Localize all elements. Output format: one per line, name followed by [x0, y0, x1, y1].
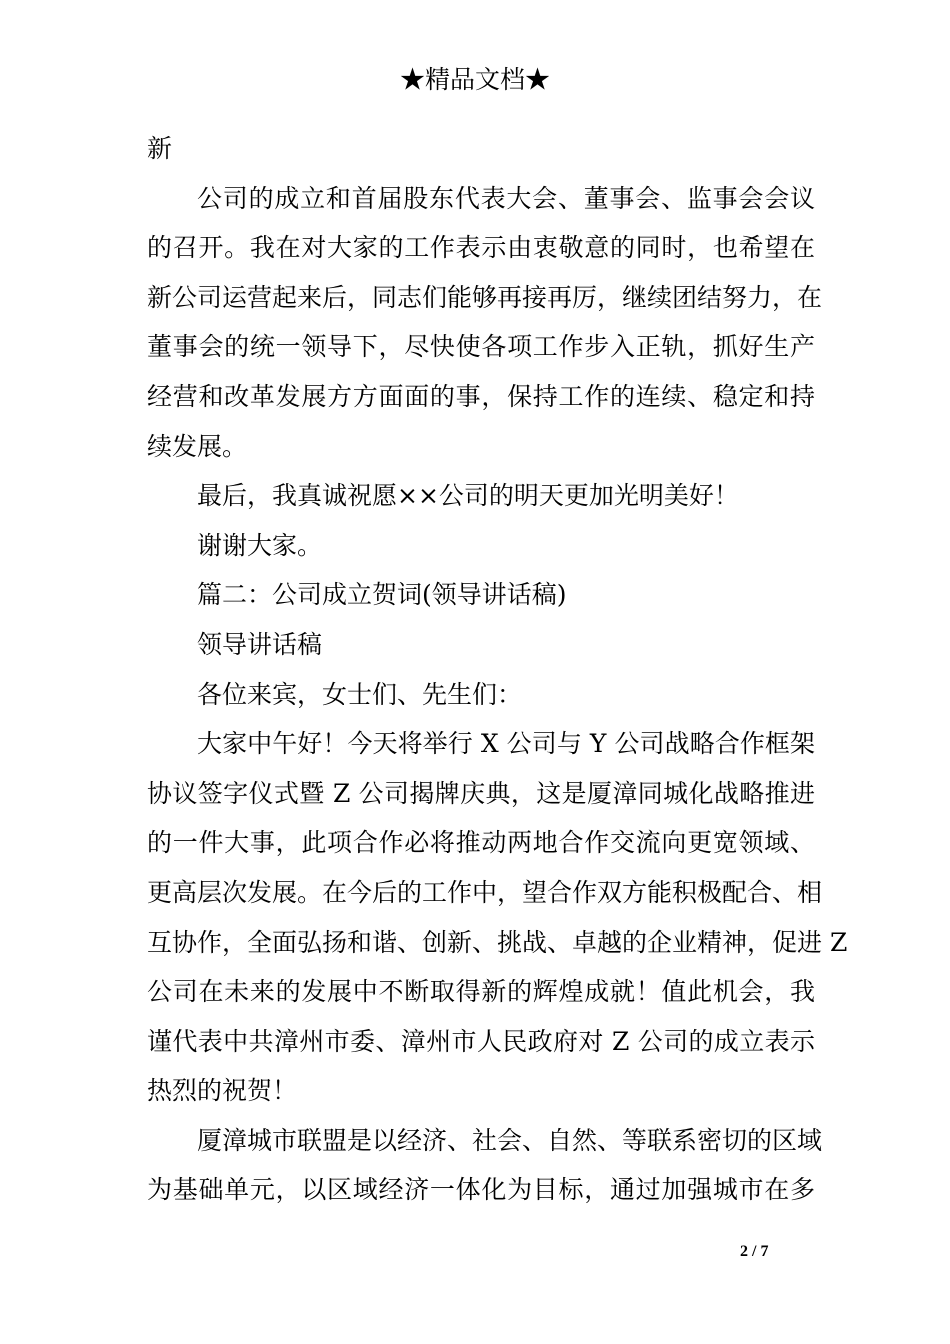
text-line: 新公司运营起来后，同志们能够再接再厉，继续团结努力，在	[147, 282, 823, 312]
text-line: 协议签字仪式暨 Z 公司揭牌庆典，这是厦漳同城化战略推进	[147, 778, 815, 808]
text-line: 各位来宾，女士们、先生们：	[197, 679, 523, 709]
text-line: 篇二：公司成立贺词(领导讲话稿)	[197, 580, 567, 610]
text-line: 互协作，全面弘扬和谐、创新、挑战、卓越的企业精神，促进 Z	[147, 927, 848, 957]
text-line: 的一件大事，此项合作必将推动两地合作交流向更宽领域、	[147, 828, 815, 858]
text-line: 新	[147, 134, 173, 163]
text-line: 续发展。	[147, 431, 248, 461]
text-line: 大家中午好！今天将举行 X 公司与 Y 公司战略合作框架	[197, 729, 815, 759]
document-body	[147, 124, 848, 1215]
text-line: 公司的成立和首届股东代表大会、董事会、监事会会议	[197, 183, 815, 213]
page-number: 2 / 7	[740, 1243, 769, 1260]
text-line: 的召开。我在对大家的工作表示由衷敬意的同时，也希望在	[147, 233, 815, 263]
text-line: 谨代表中共漳州市委、漳州市人民政府对 Z 公司的成立表示	[147, 1026, 815, 1056]
text-line: 经营和改革发展方方面面的事，保持工作的连续、稳定和持	[147, 381, 815, 411]
text-line: 董事会的统一领导下，尽快使各项工作步入正轨，抓好生产	[147, 332, 815, 362]
text-line: 热烈的祝贺！	[147, 1076, 298, 1106]
text-line: 公司在未来的发展中不断取得新的辉煌成就！值此机会，我	[147, 977, 815, 1007]
document-header-title: ★精品文档★	[399, 65, 550, 94]
text-line: 为基础单元，以区域经济一体化为目标，通过加强城市在多	[147, 1175, 815, 1205]
text-line: 领导讲话稿	[197, 629, 323, 659]
text-line: 更高层次发展。在今后的工作中，望合作双方能积极配合、相	[147, 877, 823, 907]
text-line: 厦漳城市联盟是以经济、社会、自然、等联系密切的区域	[197, 1125, 823, 1155]
text-line: 谢谢大家。	[197, 530, 323, 560]
text-line: 最后，我真诚祝愿××公司的明天更加光明美好！	[197, 481, 739, 511]
